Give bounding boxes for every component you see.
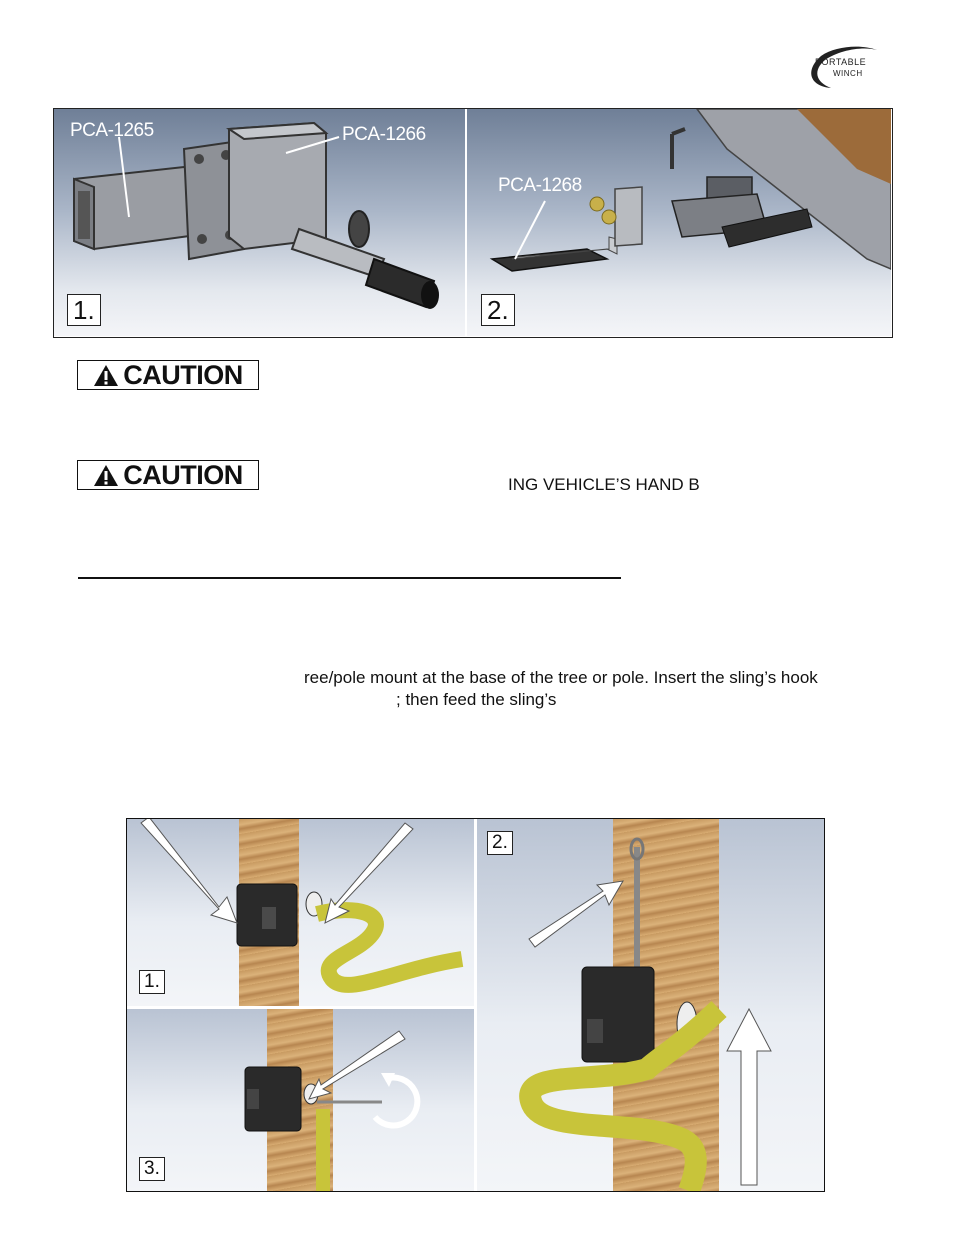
panel-number: 2. — [487, 831, 513, 855]
part-label-pca-1265: PCA-1265 — [70, 120, 154, 141]
figure-panel-2 — [477, 819, 824, 1191]
vehicle-receiver-illustration — [467, 109, 891, 336]
bottom-figure — [126, 818, 825, 1192]
caution-text: CAUTION — [123, 459, 243, 490]
logo-line-1: PORTABLE — [815, 57, 867, 67]
figure-panel-1 — [127, 819, 474, 1006]
warning-triangle-icon — [93, 364, 119, 387]
figure-panel-3 — [127, 1009, 474, 1191]
caution-2-text-fragment: ING VEHICLE’S HAND B — [508, 475, 700, 494]
instruction-line-2: ; then feed the sling’s — [396, 690, 557, 709]
panel-number: 3. — [139, 1157, 165, 1181]
figure-panel-1 — [54, 109, 465, 336]
panel-number: 2. — [481, 294, 515, 326]
caution-text: CAUTION — [123, 359, 243, 390]
panel-number: 1. — [139, 970, 165, 994]
caution-label — [77, 360, 259, 390]
warning-triangle-icon — [93, 464, 119, 487]
mount-illustration — [127, 819, 474, 1006]
logo-line-2: WINCH — [833, 69, 863, 78]
mount-illustration — [477, 819, 824, 1191]
panel-number: 1. — [67, 294, 101, 326]
top-figure — [53, 108, 893, 338]
caution-label — [77, 460, 259, 490]
instruction-line-1: ree/pole mount at the base of the tree or pole. Insert the sling’s hook — [304, 668, 818, 687]
logo-swoosh-icon — [803, 42, 883, 92]
portable-winch-logo — [803, 42, 883, 92]
figure-panel-2 — [467, 109, 891, 336]
part-label-pca-1266: PCA-1266 — [342, 124, 426, 145]
part-label-pca-1268: PCA-1268 — [498, 175, 582, 196]
section-divider — [78, 577, 621, 579]
mount-illustration — [127, 1009, 474, 1191]
